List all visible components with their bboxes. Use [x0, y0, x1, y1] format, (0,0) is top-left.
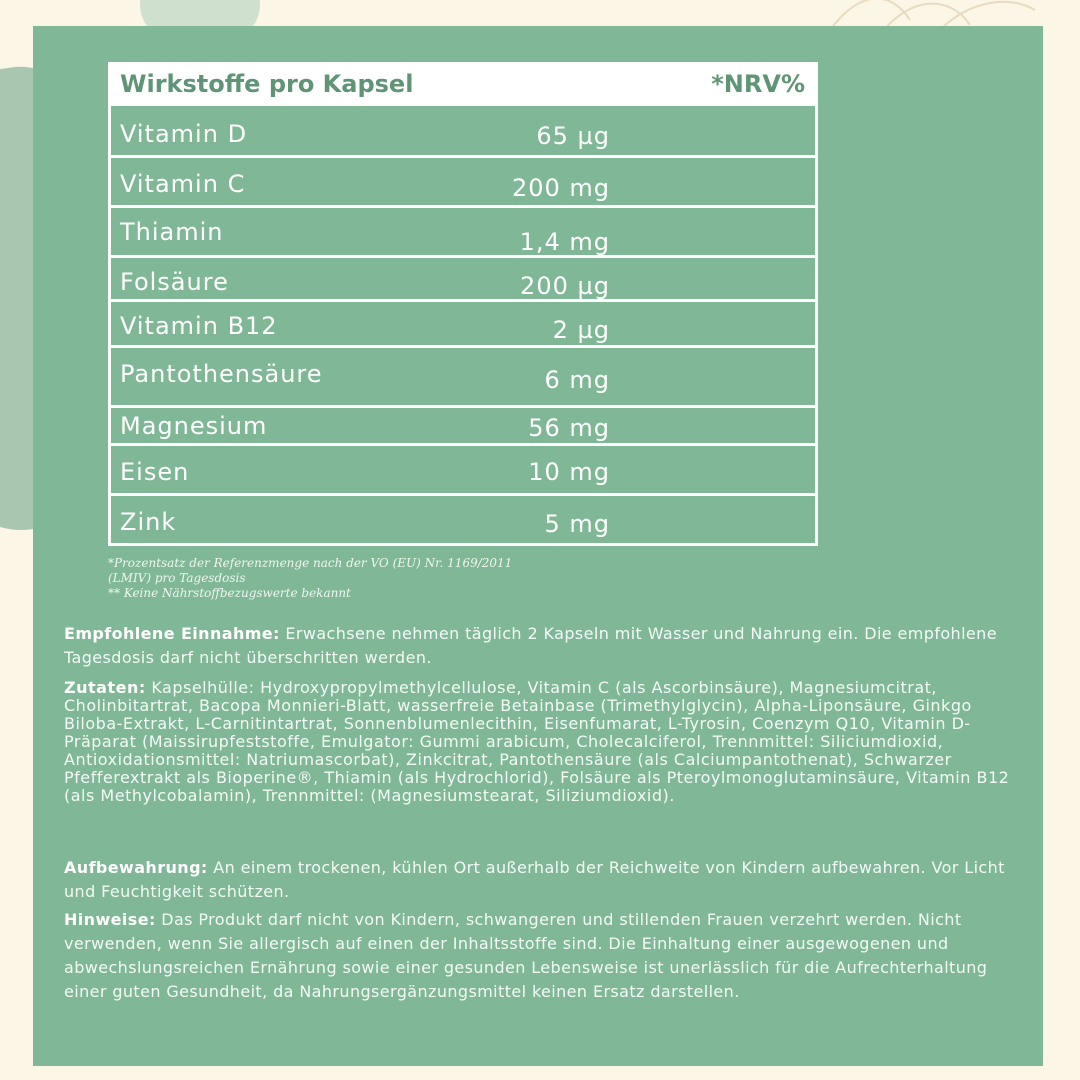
footnote-1: *Prozentsatz der Referenzmenge nach der VO (EU) Nr. 1169/2011 [108, 556, 513, 570]
nutrition-table [108, 62, 818, 546]
hinweise-label: Hinweise: [64, 910, 156, 929]
zutaten-label: Zutaten: [64, 678, 146, 697]
nutrient-name: Zink [120, 508, 177, 536]
nutrient-amount: 10 mg [528, 458, 610, 486]
nutrient-name: Folsäure [120, 268, 229, 296]
section-aufbewahrung [64, 856, 1034, 904]
footnote-3: ** Keine Nährstoffbezugswerte bekannt [108, 586, 351, 600]
nutrient-name: Vitamin C [120, 170, 246, 198]
section-hinweise [64, 908, 1034, 1004]
table-row [111, 345, 815, 405]
nutrient-name: Magnesium [120, 412, 268, 440]
table-row [111, 255, 815, 299]
nutrient-amount: 65 µg [536, 122, 610, 150]
table-row [111, 155, 815, 205]
nutrient-name: Vitamin B12 [120, 312, 278, 340]
table-row [111, 205, 815, 255]
nutrient-amount: 200 µg [520, 272, 610, 300]
zutaten-text: Kapselhülle: Hydroxypropylmethylcellulose, Vitamin C (als Ascorbinsäure), Magnesiumcitrat, Cholinbitartrat, Bacopa Monnieri-Blatt, wasserfreie Betainbase (Trimethylglycin), Alpha-Liponsäure, Ginkgo Biloba-Extrakt, L-Carnitintartrat, Sonnenblumenlecithin, Eisenfumarat, L-Tyrosin, Coenzym Q10, Vitamin D-Präparat (Maissirupfeststoffe, Emulgator: Gummi arabicum, Cholecalciferol, Trennmittel: Siliciumdioxid, Antioxidationsmittel: Natriumascorbat), Zinkcitrat, Pantothensäure (als Calciumpantothenat), Schwarzer Pfefferextrakt als Bioperine®, Thiamin (als Hydrochlorid), Folsäure als Pteroylmonoglutaminsäure, Vitamin B12 (als Methylcobalamin), Trennmittel: (Magnesiumstearat, Siliziumdioxid). [64, 678, 1010, 805]
table-row [111, 443, 815, 493]
table-header [111, 65, 815, 103]
section-zutaten [64, 679, 1034, 805]
table-row [111, 103, 815, 155]
section-einnahme [64, 622, 1034, 670]
aufbewahrung-label: Aufbewahrung: [64, 858, 208, 877]
header-active-ingredients: Wirkstoffe pro Kapsel [120, 70, 414, 98]
nutrient-name: Thiamin [120, 218, 224, 246]
nutrient-name: Pantothensäure [120, 360, 323, 388]
nutrient-name: Eisen [120, 458, 190, 486]
table-row [111, 405, 815, 443]
table-row [111, 299, 815, 345]
nutrient-amount: 5 mg [544, 510, 610, 538]
table-row [111, 493, 815, 543]
aufbewahrung-text: An einem trockenen, kühlen Ort außerhalb der Reichweite von Kindern aufbewahren. Vor Licht und Feuchtigkeit schützen. [64, 858, 1005, 901]
nutrient-amount: 1,4 mg [519, 228, 610, 256]
nutrient-amount: 200 mg [511, 174, 610, 202]
nutrient-amount: 56 mg [528, 414, 610, 442]
footnotes [108, 556, 512, 601]
nutrient-amount: 6 mg [544, 366, 610, 394]
nutrient-amount: 2 µg [552, 316, 610, 344]
nutrient-name: Vitamin D [120, 120, 248, 148]
footnote-2: (LMIV) pro Tagesdosis [108, 571, 246, 585]
einnahme-label: Empfohlene Einnahme: [64, 624, 280, 643]
header-nrv: *NRV% [711, 70, 805, 98]
hinweise-text: Das Produkt darf nicht von Kindern, schwangeren und stillenden Frauen verzehrt werden. Nicht verwenden, wenn Sie allergisch auf einen der Inhaltsstoffe sind. Die Einhaltung einer ausgewogenen und abwechslungsreichen Ernährung sowie einer gesunden Lebensweise ist unerlässlich für die Aufrechterhaltung einer guten Gesundheit, da Nahrungsergänzungsmittel keinen Ersatz darstellen. [64, 910, 988, 1001]
einnahme-text: Erwachsene nehmen täglich 2 Kapseln mit Wasser und Nahrung ein. Die empfohlene Tagesdosis darf nicht überschritten werden. [64, 624, 997, 667]
